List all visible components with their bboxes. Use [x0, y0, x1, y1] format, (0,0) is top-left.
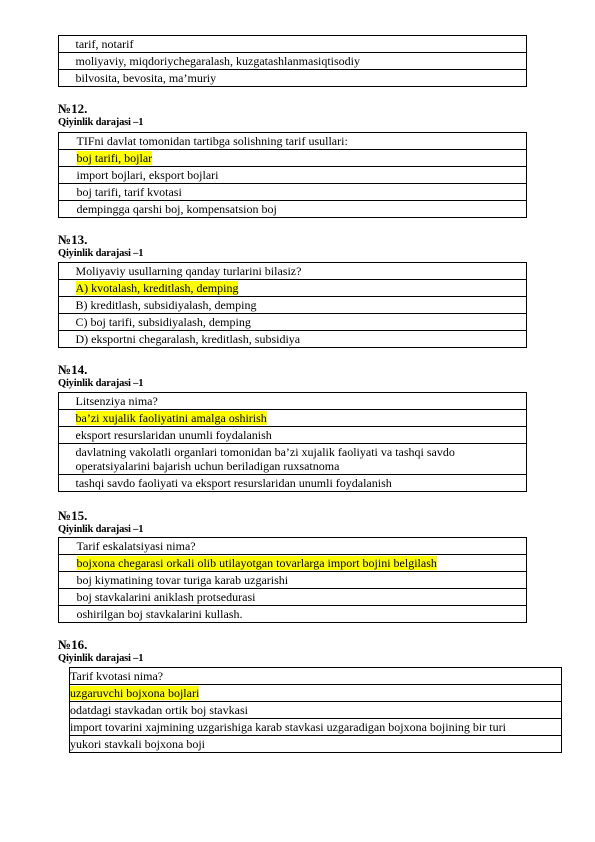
answer-option: eksport resurslaridan unumli foydalanish: [76, 427, 527, 444]
answer-option: boj tarifi, tarif kvotasi: [77, 184, 527, 201]
answer-option: import tovarini xajmining uzgarishiga karab stavkasi uzgaradigan bojxona bojining bir turi: [70, 719, 562, 736]
answer-option: import bojlari, eksport bojlari: [77, 167, 527, 184]
difficulty-label: Qiyinlik darajasi –1: [58, 653, 144, 664]
answer-option: tashqi savdo faoliyati va eksport resurslaridan unumli foydalanish: [76, 475, 527, 492]
question-number: №12.: [58, 101, 88, 116]
answer-option: boj kiymatining tovar turiga karab uzgarishi: [77, 572, 527, 589]
question-number: №16.: [58, 637, 88, 652]
question-table-15: [58, 537, 527, 623]
question-text: Tarif kvotasi nima?: [70, 668, 562, 685]
answer-option: dempingga qarshi boj, kompensatsion boj: [77, 201, 527, 218]
answer-option: C) boj tarifi, subsidiyalash, demping: [76, 314, 527, 331]
difficulty-label: Qiyinlik darajasi –1: [58, 378, 144, 389]
question-number: №14.: [58, 362, 88, 377]
question-text: TIFni davlat tomonidan tartibga solishning tarif usullari:: [77, 133, 527, 150]
question-table-13: [58, 262, 527, 348]
answer-option: oshirilgan boj stavkalarini kullash.: [77, 606, 527, 623]
difficulty-label: Qiyinlik darajasi –1: [58, 248, 144, 259]
answer-option: davlatning vakolatli organlari tomonidan ba’zi xujalik faoliyati va tashqi savdo operatsiyalarini bajarish uchun beriladigan ruxsatnoma: [76, 444, 527, 475]
difficulty-label: Qiyinlik darajasi –1: [58, 117, 144, 128]
answer-option: yukori stavkali bojxona boji: [70, 736, 562, 753]
answer-option: B) kreditlash, subsidiyalash, demping: [76, 297, 527, 314]
answer-option: bilvosita, bevosita, ma’muriy: [76, 70, 527, 87]
answer-option: odatdagi stavkadan ortik boj stavkasi: [70, 702, 562, 719]
correct-answer: boj tarifi, bojlar: [76, 151, 153, 165]
question-text: Moliyaviy usullarning qanday turlarini bilasiz?: [76, 263, 527, 280]
answer-option: tarif, notarif: [76, 36, 527, 53]
question-table-14: [58, 392, 527, 492]
question-text: Tarif eskalatsiyasi nima?: [77, 538, 527, 555]
correct-answer: uzgaruvchi bojxona bojlari: [70, 686, 200, 700]
correct-answer: bojxona chegarasi orkali olib utilayotgan tovarlarga import bojini belgilash: [76, 556, 437, 570]
top-answer-table: [58, 35, 527, 87]
question-number: №13.: [58, 232, 88, 247]
question-text: Litsenziya nima?: [76, 393, 527, 410]
question-number: №15.: [58, 508, 88, 523]
answer-option: moliyaviy, miqdoriychegaralash, kuzgatashlanmasiqtisodiy: [76, 53, 527, 70]
correct-answer: ba’zi xujalik faoliyatini amalga oshirish: [75, 411, 267, 425]
answer-option: boj stavkalarini aniklash protsedurasi: [77, 589, 527, 606]
correct-answer: A) kvotalash, kreditlash, demping: [75, 281, 239, 295]
answer-option: D) eksportni chegaralash, kreditlash, subsidiya: [76, 331, 527, 348]
question-table-16: [69, 667, 562, 753]
difficulty-label: Qiyinlik darajasi –1: [58, 524, 144, 535]
question-table-12: [58, 132, 527, 218]
